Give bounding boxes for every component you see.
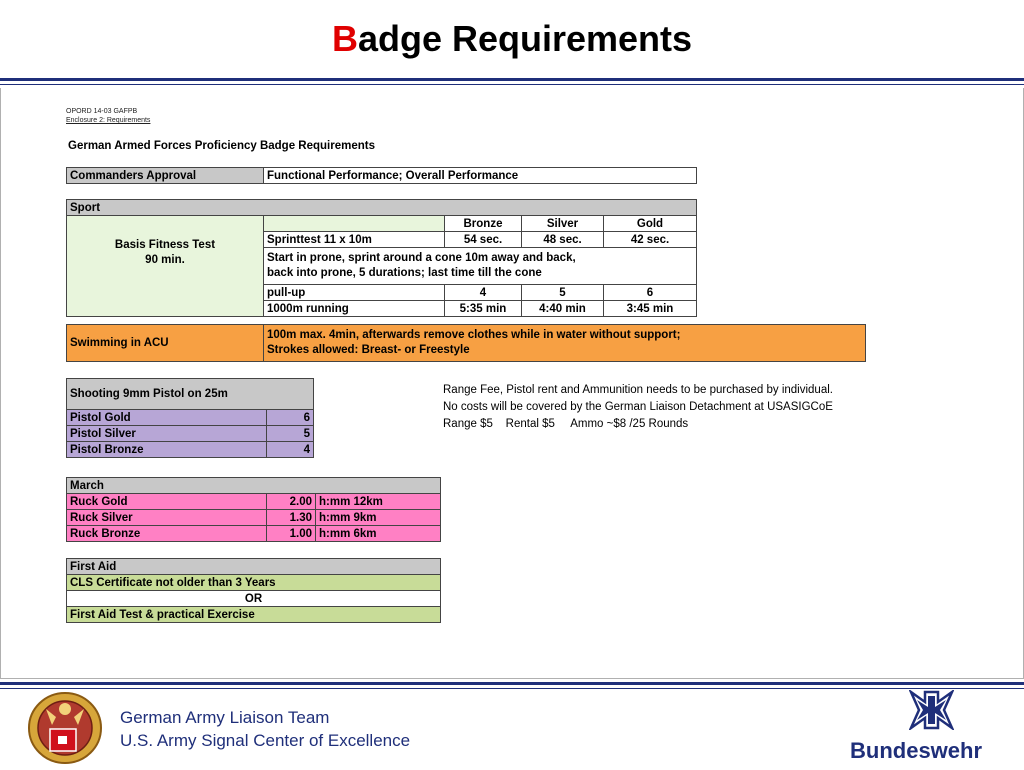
ruck-bronze-unit: h:mm 6km bbox=[316, 526, 441, 542]
march-header: March bbox=[67, 478, 441, 494]
pistol-gold-value: 6 bbox=[267, 410, 314, 426]
first-aid-cls: CLS Certificate not older than 3 Years bbox=[67, 575, 441, 591]
col-gold: Gold bbox=[604, 216, 697, 232]
bottom-rule bbox=[0, 682, 1024, 685]
footer-line2: U.S. Army Signal Center of Excellence bbox=[120, 731, 411, 750]
footer-text bbox=[120, 706, 410, 752]
sprint-name: Sprinttest 11 x 10m bbox=[264, 232, 445, 248]
ruck-bronze-value: 1.00 bbox=[267, 526, 316, 542]
commanders-value: Functional Performance; Overall Performance bbox=[264, 168, 697, 184]
first-aid-or: OR bbox=[67, 591, 441, 607]
footer-line1: German Army Liaison Team bbox=[120, 708, 330, 727]
ruck-gold-label: Ruck Gold bbox=[67, 494, 267, 510]
slide-title bbox=[0, 18, 1024, 60]
shooting-header: Shooting 9mm Pistol on 25m bbox=[67, 379, 314, 410]
ruck-silver-value: 1.30 bbox=[267, 510, 316, 526]
pistol-silver-label: Pistol Silver bbox=[67, 426, 267, 442]
slide-title-first-letter: B bbox=[331, 18, 358, 59]
pullup-silver: 5 bbox=[522, 285, 604, 301]
sprint-alt-description bbox=[264, 248, 697, 285]
running-bronze: 5:35 min bbox=[445, 301, 522, 317]
iron-cross-icon bbox=[909, 690, 954, 730]
col-silver: Silver bbox=[522, 216, 604, 232]
swimming-label: Swimming in ACU bbox=[67, 325, 264, 362]
notes-line2: No costs will be covered by the German Liaison Detachment at USASIGCoE bbox=[443, 401, 833, 413]
pullup-gold: 6 bbox=[604, 285, 697, 301]
shooting-table bbox=[66, 378, 314, 458]
pistol-silver-value: 5 bbox=[267, 426, 314, 442]
pistol-bronze-value: 4 bbox=[267, 442, 314, 458]
document-heading: German Armed Forces Proficiency Badge Requirements bbox=[68, 140, 375, 152]
ruck-gold-unit: h:mm 12km bbox=[316, 494, 441, 510]
swimming-table bbox=[66, 324, 866, 362]
basis-fitness-cell bbox=[67, 216, 264, 317]
first-aid-header: First Aid bbox=[67, 559, 441, 575]
signal-corps-emblem-icon bbox=[26, 691, 104, 765]
ruck-silver-label: Ruck Silver bbox=[67, 510, 267, 526]
sprint-gold: 42 sec. bbox=[604, 232, 697, 248]
basis-fitness-name: Basis Fitness Test bbox=[114, 239, 216, 251]
ruck-silver-unit: h:mm 9km bbox=[316, 510, 441, 526]
sprint-bronze: 54 sec. bbox=[445, 232, 522, 248]
sprint-alt-line1: Start in prone, sprint around a cone 10m away and back, bbox=[267, 252, 576, 264]
sport-blank-header bbox=[264, 216, 445, 232]
first-aid-table bbox=[66, 558, 441, 623]
enclosure-ref: Enclosure 2: Requirements bbox=[66, 117, 151, 124]
swimming-line1: 100m max. 4min, afterwards remove clothes while in water without support; bbox=[267, 329, 681, 341]
sprint-silver: 48 sec. bbox=[522, 232, 604, 248]
march-table bbox=[66, 477, 441, 542]
swimming-description bbox=[264, 325, 866, 362]
sprint-alt-line2: back into prone, 5 durations; last time till the cone bbox=[267, 267, 542, 279]
commanders-label: Commanders Approval bbox=[67, 168, 264, 184]
sport-table bbox=[66, 199, 697, 317]
sport-header: Sport bbox=[67, 200, 697, 216]
bottom-rule-thin bbox=[0, 688, 1024, 689]
top-rule-thin bbox=[0, 84, 1024, 85]
ruck-bronze-label: Ruck Bronze bbox=[67, 526, 267, 542]
running-name: 1000m running bbox=[264, 301, 445, 317]
shooting-notes bbox=[443, 383, 893, 434]
slide-title-rest: adge Requirements bbox=[357, 18, 693, 59]
opord-ref: OPORD 14-03 GAFPB bbox=[66, 108, 138, 115]
col-bronze: Bronze bbox=[445, 216, 522, 232]
swimming-line2: Strokes allowed: Breast- or Freestyle bbox=[267, 344, 470, 356]
running-silver: 4:40 min bbox=[522, 301, 604, 317]
commanders-table bbox=[66, 167, 697, 184]
basis-fitness-time: 90 min. bbox=[145, 254, 185, 266]
notes-line1: Range Fee, Pistol rent and Ammunition needs to be purchased by individual. bbox=[443, 384, 833, 396]
notes-line3: Range $5 Rental $5 Ammo ~$8 /25 Rounds bbox=[443, 418, 689, 430]
first-aid-test: First Aid Test & practical Exercise bbox=[67, 607, 441, 623]
running-gold: 3:45 min bbox=[604, 301, 697, 317]
bundeswehr-logo-text: Bundeswehr bbox=[850, 738, 983, 763]
pistol-gold-label: Pistol Gold bbox=[67, 410, 267, 426]
top-rule bbox=[0, 78, 1024, 81]
pistol-bronze-label: Pistol Bronze bbox=[67, 442, 267, 458]
pullup-bronze: 4 bbox=[445, 285, 522, 301]
ruck-gold-value: 2.00 bbox=[267, 494, 316, 510]
pullup-name: pull-up bbox=[264, 285, 445, 301]
